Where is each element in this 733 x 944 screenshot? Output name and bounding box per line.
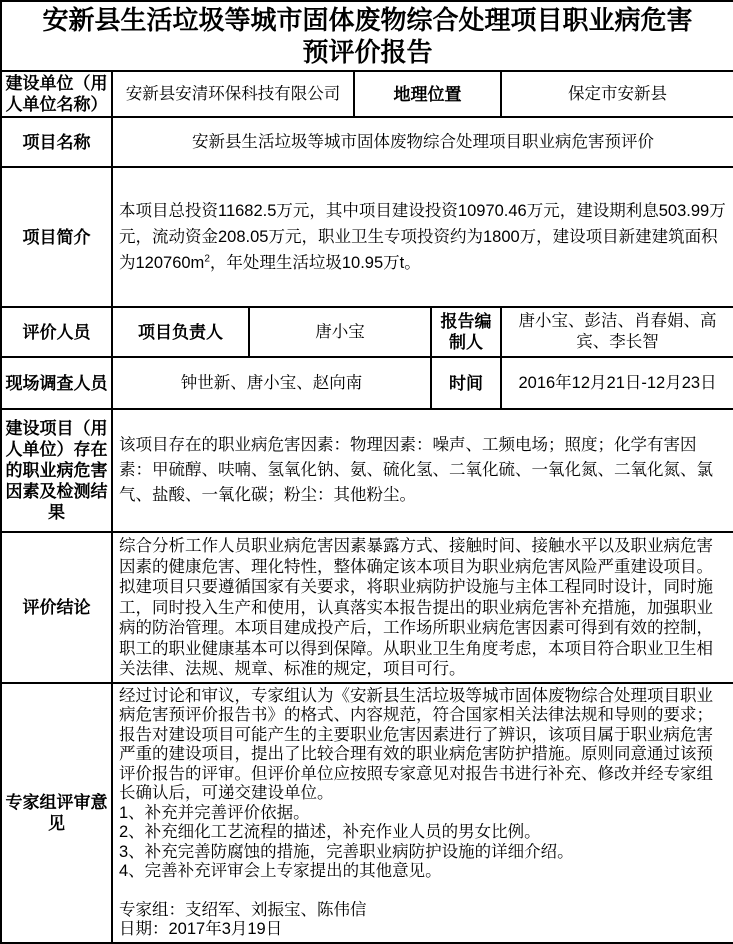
expert-opinion-item-4: 4、完善补充评审会上专家提出的其他意见。 xyxy=(119,862,442,880)
report-editor-label: 报告编制人 xyxy=(431,307,501,357)
expert-opinion-item-3: 3、补充完善防腐蚀的措施，完善职业病防护设施的详细介绍。 xyxy=(119,842,574,861)
project-leader-label: 项目负责人 xyxy=(112,307,249,357)
expert-date-line: 日期：2017年3月19日 xyxy=(119,920,283,938)
evaluators-label: 评价人员 xyxy=(1,307,112,357)
time-value: 2016年12月21日-12月23日 xyxy=(501,357,733,409)
conclusion-value xyxy=(112,532,733,683)
conclusion-label: 评价结论 xyxy=(1,532,112,683)
project-brief-value xyxy=(112,167,733,307)
document-title-line1: 安新县生活垃圾等城市固体废物综合处理项目职业病危害 xyxy=(42,5,693,35)
unit-label: 建设单位（用人单位名称） xyxy=(1,71,112,117)
hazards-label: 建设项目（用人单位）存在的职业病危害因素及检测结果 xyxy=(1,409,112,532)
project-name-label: 项目名称 xyxy=(1,117,112,167)
project-name-value: 安新县生活垃圾等城市固体废物综合处理项目职业病危害预评价 xyxy=(112,117,733,167)
conclusion-paragraph-2: 拟建项目只要遵循国家有关要求，将职业病防护设施与主体工程同时设计，同时施工，同时投入生产和使用，认真落实本报告提出的职业病危害补充措施，加强职业病的防治管理。本项目建成投产后，工作场所职业病危害因素可得到有效的控制，职工的职业健康基本可以得到保障。从职业卫生角度考虑，本项目符合职业卫生相关法律、法规、规章、标准的规定，项目可行。 xyxy=(119,578,713,678)
geo-value: 保定市安新县 xyxy=(501,71,733,117)
document-title xyxy=(1,1,733,71)
expert-opinion-item-2: 2、补充细化工艺流程的描述，补充作业人员的男女比例。 xyxy=(119,823,541,841)
survey-label: 现场调查人员 xyxy=(1,357,112,409)
time-label: 时间 xyxy=(431,357,501,409)
document-title-line2: 预评价报告 xyxy=(302,37,433,67)
expert-opinion-paragraph: 经过讨论和审议，专家组认为《安新县生活垃圾等城市固体废物综合处理项目职业病危害预评价报告书》的格式、内容规范，符合国家相关法律法规和导则的要求；报告对建设项目可能产生的主要职业危害因素进行了辨识，该项目属于职业病危害严重的建设项目，提出了比较合理有效的职业病危害防护措施。原则同意通过该预评价报告的评审。但评价单位应按照专家意见对报告书进行补充、修改并经专家组长确认后，可递交建设单位。 xyxy=(119,686,713,802)
conclusion-paragraph-1: 综合分析工作人员职业病危害因素暴露方式、接触时间、接触水平以及职业病危害因素的健康危害、理化特性，整体确定该本项目为职业病危害风险严重建设项目。 xyxy=(119,537,713,576)
project-brief-text-2: ，年处理生活垃圾10.95万t。 xyxy=(209,254,421,272)
survey-value: 钟世新、唐小宝、赵向南 xyxy=(112,357,431,409)
project-brief-text-1: 本项目总投资11682.5万元，其中项目建设投资10970.46万元，建设期利息503.99万元，流动资金208.05万元，职业卫生专项投资约为1800万，建设项目新建建筑面积为120760m xyxy=(119,202,726,272)
project-leader-value: 唐小宝 xyxy=(249,307,431,357)
project-brief-label: 项目简介 xyxy=(1,167,112,307)
expert-opinion-label: 专家组评审意见 xyxy=(1,683,112,943)
project-brief-superscript: 2 xyxy=(204,253,210,265)
geo-label: 地理位置 xyxy=(354,71,501,117)
hazards-value: 该项目存在的职业病危害因素：物理因素：噪声、工频电场；照度；化学有害因素：甲硫醇、呋喃、氢氧化钠、氨、硫化氢、二氧化硫、一氧化氮、二氧化氮、氯气、盐酸、一氧化碳；粉尘：其他粉尘。 xyxy=(112,409,733,532)
expert-opinion-value xyxy=(112,683,733,943)
expert-opinion-blank-line xyxy=(119,882,727,901)
report-editor-value: 唐小宝、彭洁、肖春娟、高宾、李长智 xyxy=(501,307,733,357)
unit-value: 安新县安清环保科技有限公司 xyxy=(112,71,354,117)
expert-team-line: 专家组：支绍军、刘振宝、陈伟信 xyxy=(119,900,367,919)
expert-opinion-item-1: 1、补充并完善评价依据。 xyxy=(119,803,310,822)
